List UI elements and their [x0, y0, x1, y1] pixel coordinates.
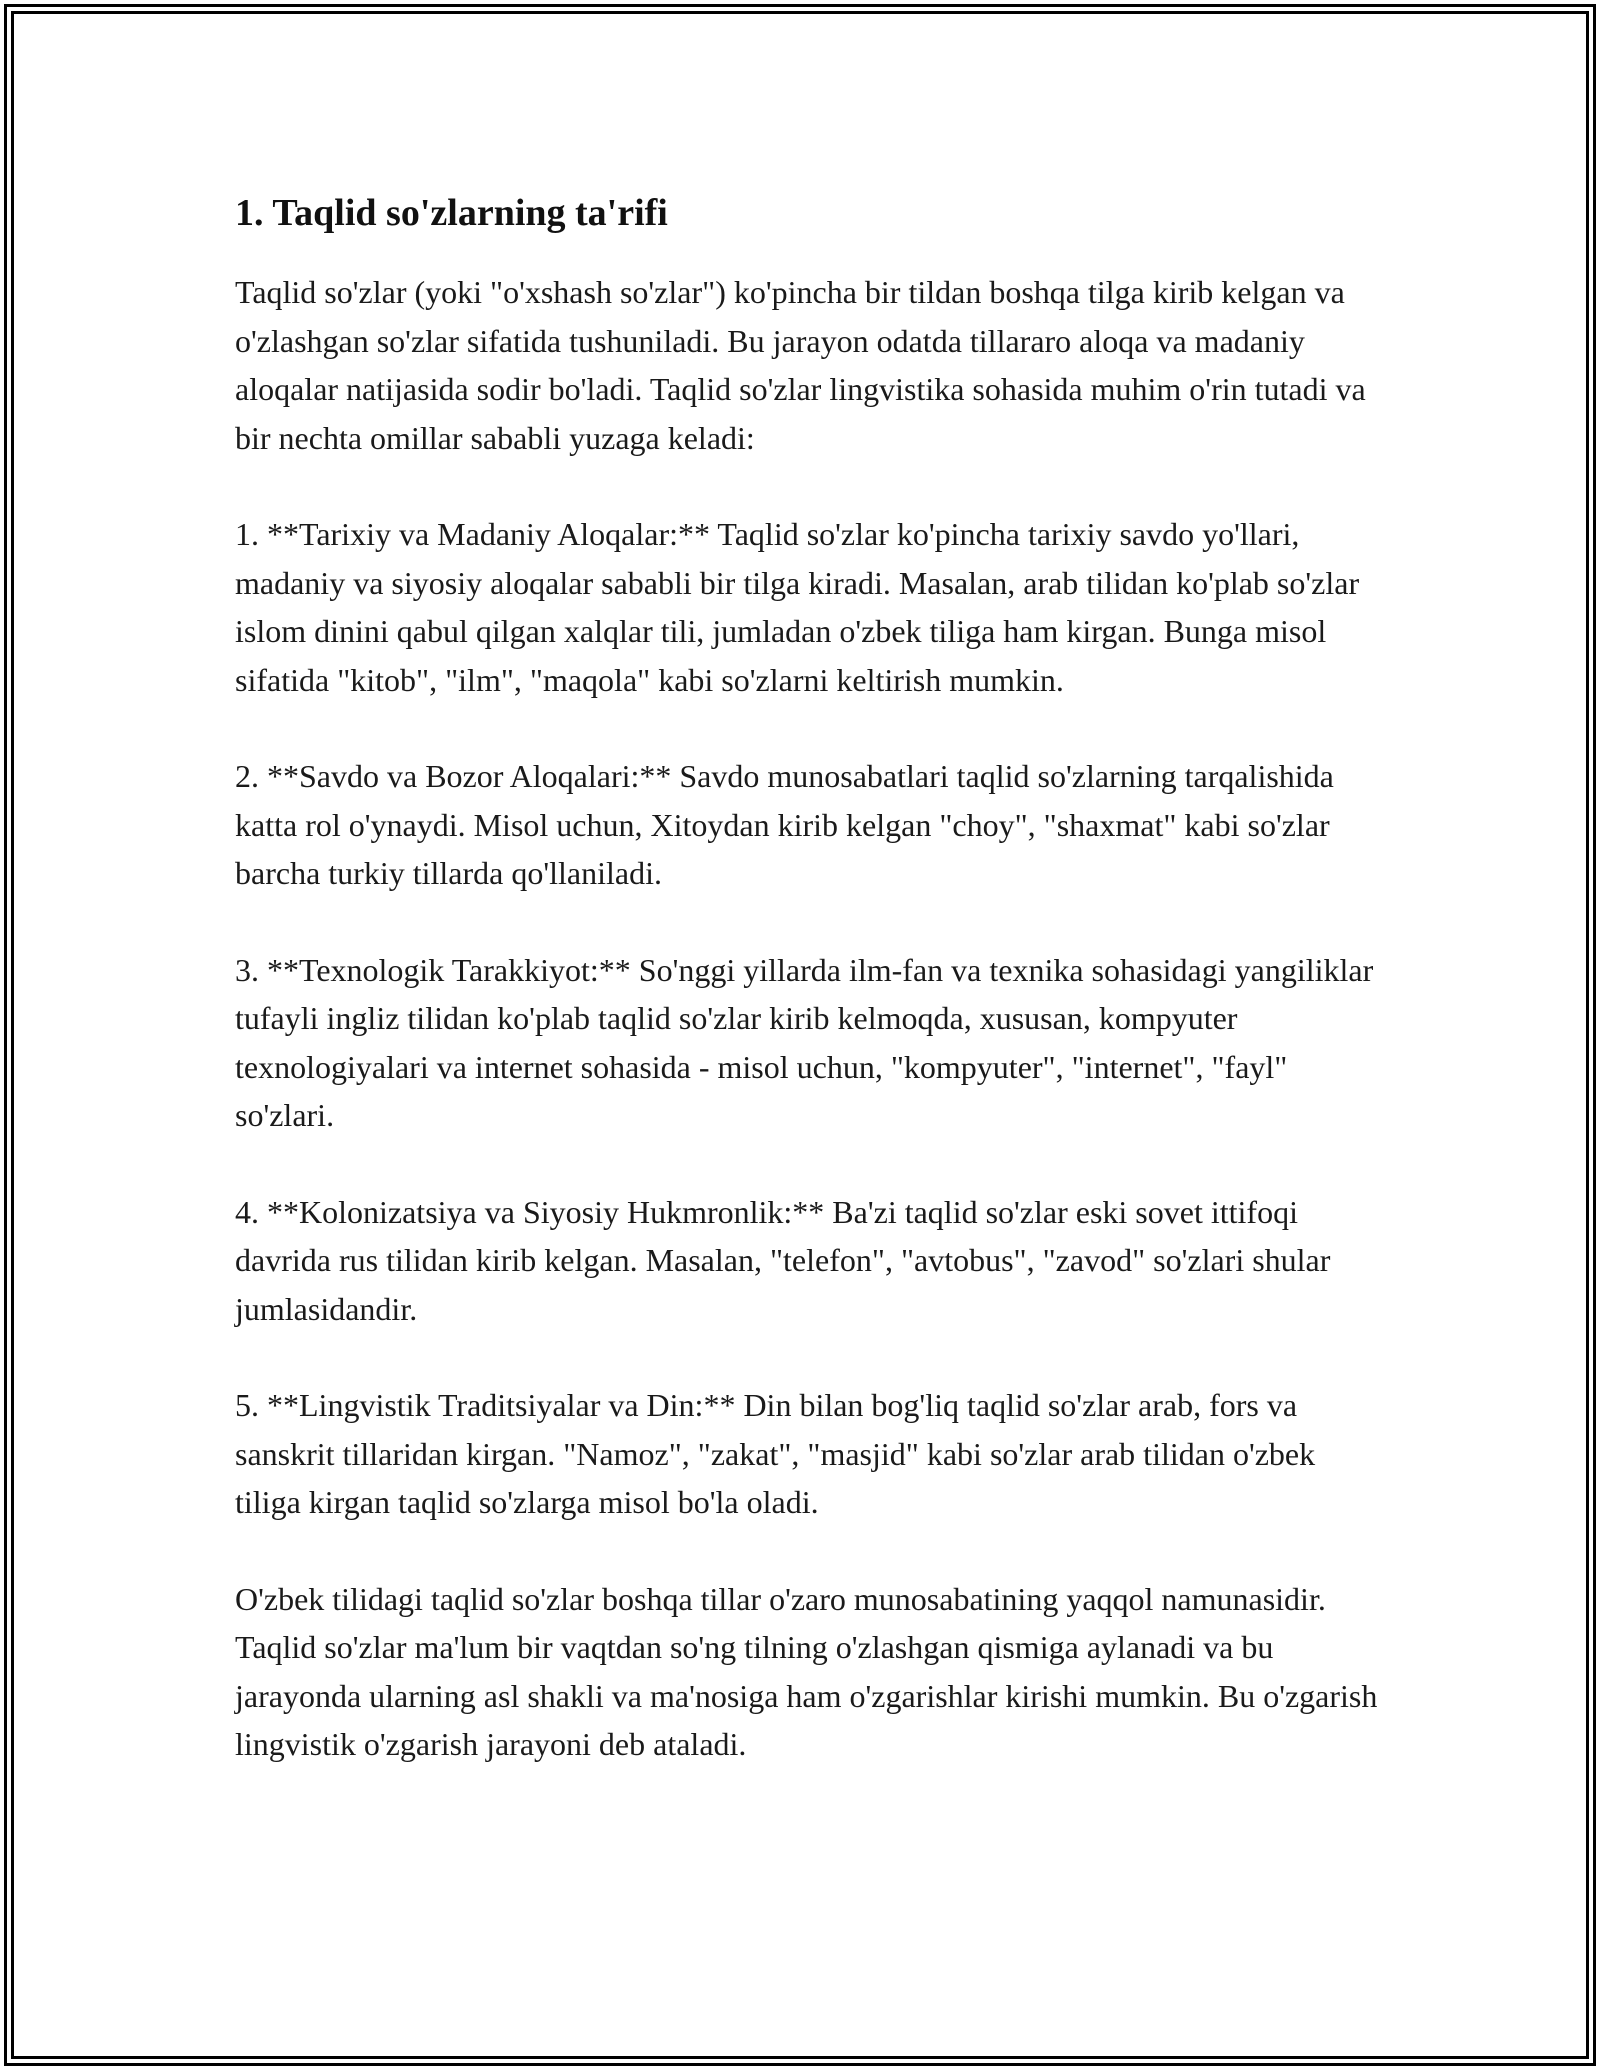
- conclusion-paragraph: O'zbek tilidagi taqlid so'zlar boshqa tillar o'zaro munosabatining yaqqol namunasidir. Taqlid so'zlar ma'lum bir vaqtdan so'ng tilning o'zlashgan qismiga aylanadi va bu jarayonda ularning asl shakli va ma'nosiga ham o'zgarishlar kirishi mumkin. Bu o'zgarish lingvistik o'zgarish jarayoni deb ataladi.: [235, 1580, 1378, 1762]
- point-4-paragraph: 4. **Kolonizatsiya va Siyosiy Hukmronlik:** Ba'zi taqlid so'zlar eski sovet ittifoqi davrida rus tilidan kirib kelgan. Masalan, "telefon", "avtobus", "zavod" so'zlari shular jumlasidandir.: [235, 1193, 1331, 1327]
- point-1-paragraph: 1. **Tarixiy va Madaniy Aloqalar:** Taqlid so'zlar ko'pincha tarixiy savdo yo'llari, madaniy va siyosiy aloqalar sababli bir tilga kiradi. Masalan, arab tilidan ko'plab so'zlar islom dinini qabul qilgan xalqlar tili, jumladan o'zbek tiliga ham kirgan. Bunga misol sifatida "kitob", "ilm", "maqola" kabi so'zlarni keltirish mumkin.: [235, 516, 1360, 698]
- point-2-paragraph: 2. **Savdo va Bozor Aloqalari:** Savdo munosabatlari taqlid so'zlarning tarqalishida katta rol o'ynaydi. Misol uchun, Xitoydan kirib kelgan "choy", "shaxmat" kabi so'zlar barcha turkiy tillarda qo'llaniladi.: [235, 758, 1334, 891]
- point-3-paragraph: 3. **Texnologik Tarakkiyot:** So'nggi yillarda ilm-fan va texnika sohasidagi yangiliklar tufayli ingliz tilidan ko'plab taqlid so'zlar kirib kelmoqda, xususan, kompyuter texnologiyalari va internet sohasida - misol uchun, "kompyuter", "internet", "fayl" so'zlari.: [235, 951, 1374, 1133]
- document-body: [235, 188, 1385, 1817]
- section-heading: 1. Taqlid so'zlarning ta'rifi: [235, 192, 668, 234]
- point-5-paragraph: 5. **Lingvistik Traditsiyalar va Din:** Din bilan bog'liq taqlid so'zlar arab, fors va sanskrit tillaridan kirgan. "Namoz", "zakat", "masjid" kabi so'zlar arab tilidan o'zbek tiliga kirgan taqlid so'zlarga misol bo'la oladi.: [235, 1387, 1316, 1520]
- intro-paragraph: Taqlid so'zlar (yoki "o'xshash so'zlar") ko'pincha bir tildan boshqa tilga kirib kelgan va o'zlashgan so'zlar sifatida tushuniladi. Bu jarayon odatda tillararo aloqa va madaniy aloqalar natijasida sodir bo'ladi. Taqlid so'zlar lingvistika sohasida muhim o'rin tutadi va bir nechta omillar sababli yuzaga keladi:: [235, 274, 1366, 456]
